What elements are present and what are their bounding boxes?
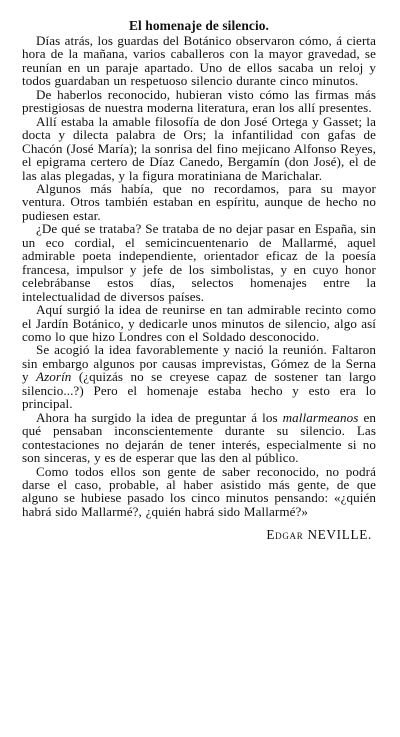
paragraph-7-text-start: Se acogió la idea favorablemente y nació la reunión. Faltaron sin embargo algunos por causas imprevistas, Gómez de la Serna y — [22, 342, 376, 385]
paragraph-2: De haberlos reconocido, hubieran visto cómo las firmas más prestigiosas de nuestra moderna literatura, eran los allí presentes. — [22, 86, 376, 116]
paragraph-4: Algunos más había, que no recordamos, para su mayor ventura. Otros también estaban en espíritu, aunque de hecho no pudiesen estar. — [22, 180, 376, 223]
paragraph-8-text-start: Ahora ha surgido la idea de preguntar á los — [36, 409, 283, 425]
italic-word-mallarmeanos: mallarmeanos — [282, 409, 359, 425]
paragraph-9: Como todos ellos son gente de saber reconocido, no podrá darse el caso, probable, al haber asistido más gente, de que alguno se hubiese pasado los cinco minutos pensando: «¿quién habrá sido Mallarmé?, ¿quién habrá sido Mallarmé?» — [22, 463, 376, 519]
paragraph-8-text-end: en qué pensaban inconscientemente durante su silencio. Las contestaciones no dejarán de tener interés, especialmente si no son sinceras, y es de esperar que las den al público. — [22, 409, 376, 466]
paragraph-6: Aquí surgió la idea de reunirse en tan admirable recinto como el Jardín Botánico, y dedicarle unos minutos de silencio, algo así como lo que hizo Londres con el Soldado desconocido. — [22, 302, 376, 344]
author-first-name: Edgar — [266, 527, 304, 543]
paragraph-1: Días atrás, los guardas del Botánico observaron cómo, á cierta hora de la mañana, varios caballeros con la mayor gravedad, se reunían en un paraje apartado. Uno de ellos sacaba un reloj y todos guardaban un respetuoso silencio durante cinco minutos. — [22, 33, 376, 89]
paragraph-7-text-end: (¿quizás no se creyese capaz de sostener tan largo silencio...?) Pero el homenaje estaba hecho y esto era lo principal. — [22, 369, 376, 412]
author-signature — [22, 527, 376, 543]
paragraph-7 — [22, 343, 376, 410]
article-title: El homenaje de silencio. — [128, 18, 270, 33]
author-last-name: NEVILLE. — [307, 527, 372, 543]
paragraph-8 — [22, 411, 376, 465]
paragraph-3: Allí estaba la amable filosofía de don José Ortega y Gasset; la docta y dilecta palabra de Ors; la infantilidad con gafas de Chacón (José María); la sonrisa del fino mejicano Alfonso Reyes, el epigrama certero de Díaz Canedo, Bergamín (don José), el de las alas plegadas, y la figura moratiniana de Marichalar. — [22, 113, 376, 183]
paragraph-5: ¿De qué se trataba? Se trataba de no dejar pasar en España, sin un eco cordial, el semicincuentenario de Mallarmé, aquel admirable poeta independiente, orientador eficaz de la poesía francesa, impulsor y jefe de los simbolistas, y en cuyo honor celebrábanse estos días, selectos homenajes entre la intelectualidad de diversos países. — [22, 221, 376, 304]
italic-name-azorin: Azorín — [36, 369, 72, 385]
